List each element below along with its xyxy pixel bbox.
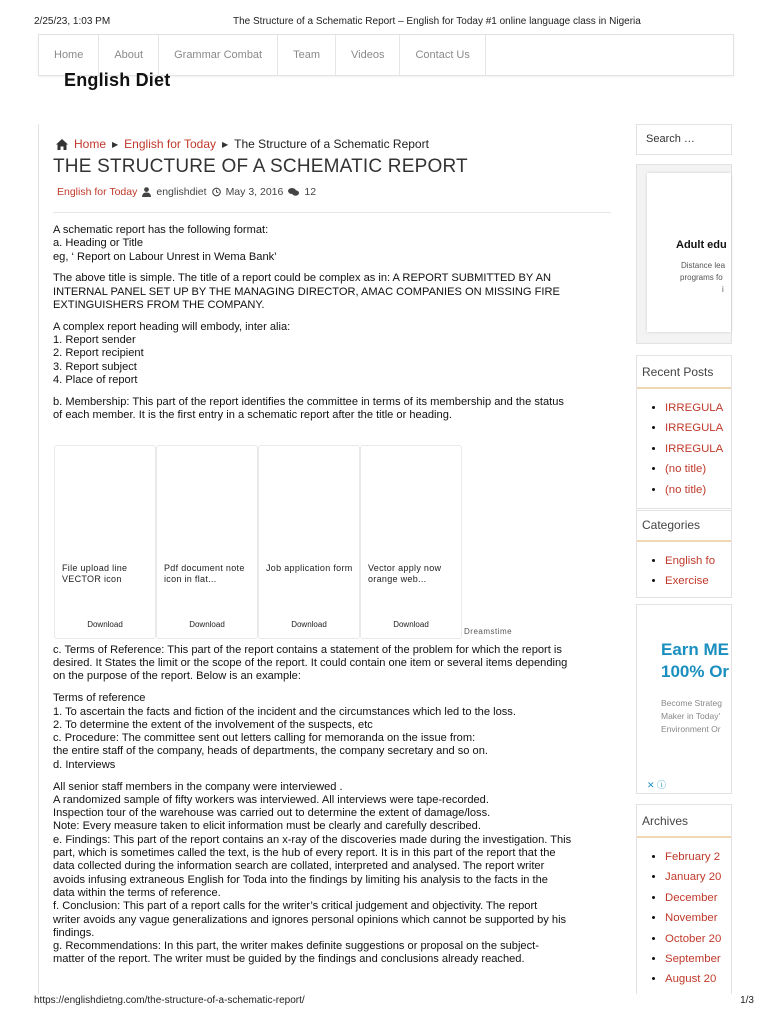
ad-text: Become Strateg Maker in Today' Environment Or: [661, 698, 722, 734]
ad-card-caption: Vector apply now orange web...: [368, 563, 442, 584]
breadcrumb: [56, 137, 429, 151]
list-item[interactable]: • IRREGULA: [665, 418, 723, 438]
list-item[interactable]: • IRREGULA: [665, 398, 723, 418]
stock-image-ad: [54, 445, 460, 638]
print-date: 2/25/23, 1:03 PM: [34, 16, 111, 27]
paragraph: Terms of reference 1. To ascertain the facts and fiction of the incident and the circumstances which led to the loss. 2. To determine the extent of the involvement of the suspects, etc c. Procedure: The committee sent out letters calling for memoranda on the issue from: the entire staff of the company, heads of departments, the company secretary and so on. d. Interviews: [53, 692, 516, 771]
ad-download-button[interactable]: Download: [87, 620, 123, 629]
list-item[interactable]: • November: [665, 908, 721, 928]
article-title: THE STRUCTURE OF A SCHEMATIC REPORT: [53, 156, 468, 177]
list-item[interactable]: • September: [665, 949, 721, 969]
meta-author[interactable]: englishdiet: [156, 186, 207, 198]
ad-card[interactable]: [258, 445, 360, 639]
ad-text: programs fo: [680, 273, 723, 282]
breadcrumb-current: The Structure of a Schematic Report: [234, 137, 429, 151]
breadcrumb-category[interactable]: English for Today: [124, 137, 217, 151]
meta-comments[interactable]: 12: [304, 186, 317, 198]
ad-card[interactable]: [156, 445, 258, 639]
user-icon: [142, 187, 151, 197]
site-title[interactable]: English Diet: [64, 70, 171, 90]
ad-card[interactable]: [54, 445, 156, 639]
sidebar-ad[interactable]: [636, 164, 732, 344]
nav-home[interactable]: Home: [39, 35, 99, 75]
list-item[interactable]: • IRREGULA: [665, 439, 723, 459]
list-item[interactable]: • January 20: [665, 867, 721, 887]
ad-card-caption: File upload line VECTOR icon: [62, 563, 128, 584]
divider: [53, 212, 611, 213]
ad-close-icon[interactable]: ✕ ⓘ: [647, 780, 667, 790]
archives-list: [637, 847, 721, 990]
sidebar-ad[interactable]: [636, 604, 732, 794]
list-item[interactable]: • February 2: [665, 847, 721, 867]
nav-about[interactable]: About: [99, 35, 159, 75]
list-item[interactable]: • English fo: [665, 551, 715, 571]
list-item[interactable]: • Exercise: [665, 571, 715, 591]
list-item[interactable]: • (no title): [665, 459, 723, 479]
caret-right-icon: ▶: [222, 139, 229, 149]
list-item[interactable]: • December: [665, 888, 721, 908]
widget-title: Recent Posts: [637, 356, 731, 389]
paragraph: A schematic report has the following format: a. Heading or Title eg, ‘ Report on Labour Unrest in Wema Bank’: [53, 224, 277, 263]
nav-videos[interactable]: Videos: [336, 35, 400, 75]
paragraph: c. Terms of Reference: This part of the report contains a statement of the problem for which the report is desired. It States the limit or the scope of the report. It could contain one item or several items depending on the purpose of the report. Below is an example:: [53, 643, 568, 683]
nav-grammar-combat[interactable]: Grammar Combat: [159, 35, 278, 75]
paragraph: All senior staff members in the company were interviewed . A randomized sample of fifty workers was interviewed. All interviews were tape-recorded. Inspection tour of the warehouse was carried out to determine the extent of damage/loss. Note: Every measure taken to elicit information must be clearly and carefully described. e. Findings: This part of the report contains an x-ray of the discoveries made during the investigation. This part, which is sometimes called the text, is the hub of every report. It is in this part of the report that the data collected during the information search are collated, interpreted and analysed. The report writer avoids infusing extraneous English for Toda into the findings by limiting his analysis to the facts in the data within the terms of reference. f. Conclusion: This part of a report calls for the writer’s critical judgement and objectivity. The report writer avoids any vague generalizations and ignores personal opinions which cannot be supported by his findings. g. Recommendations: In this part, the writer makes definite suggestions or proposal on the subject- matter of the report. The writer must be guided by the findings and conclusions already reached.: [53, 780, 572, 966]
widget-title: Categories: [637, 509, 731, 542]
categories-list: [637, 551, 715, 592]
ad-download-button[interactable]: Download: [189, 620, 225, 629]
article-meta: [57, 186, 316, 198]
ad-heading: Earn ME 100% Or: [661, 640, 730, 681]
ad-card-caption: Pdf document note icon in flat...: [164, 563, 245, 584]
archives-widget: [636, 804, 732, 994]
nav-team[interactable]: Team: [278, 35, 336, 75]
breadcrumb-home[interactable]: Home: [74, 137, 107, 151]
meta-category[interactable]: English for Today: [57, 186, 138, 198]
caret-right-icon: ▶: [112, 139, 119, 149]
ad-download-button[interactable]: Download: [393, 620, 429, 629]
recent-posts-list: [637, 398, 723, 500]
nav-contact-us[interactable]: Contact Us: [400, 35, 485, 75]
clock-icon: [212, 187, 221, 197]
recent-posts-widget: [636, 355, 732, 511]
print-page-number: 1/3: [740, 995, 754, 1006]
categories-widget: [636, 508, 732, 598]
meta-date: May 3, 2016: [225, 186, 284, 198]
ad-source-label[interactable]: Dreamstime: [464, 627, 513, 636]
list-item[interactable]: • August 20: [665, 969, 721, 989]
main-content: [38, 124, 624, 994]
print-url: https://englishdietng.com/the-structure-of-a-schematic-report/: [34, 995, 305, 1006]
ad-text: Distance lea: [681, 261, 726, 270]
widget-title: Archives: [637, 805, 731, 838]
paragraph: A complex report heading will embody, inter alia: 1. Report sender 2. Report recipient 3. Report subject 4. Place of report: [53, 320, 291, 386]
list-item[interactable]: • (no title): [665, 480, 723, 500]
home-icon: [56, 139, 68, 150]
ad-card-caption: Job application form: [266, 563, 353, 573]
paragraph: The above title is simple. The title of a report could be complex as in: A REPORT SUBMITTED BY AN INTERNAL PANEL SET UP BY THE MANAGING DIRECTOR, AMAC COMPANIES ON MISSING FIRE EXTINGUISHERS FROM THE COMPANY.: [53, 272, 560, 311]
list-item[interactable]: • October 20: [665, 929, 721, 949]
paragraph: b. Membership: This part of the report identifies the committee in terms of its membership and the status of each member. It is the first entry in a schematic report after the title or heading.: [53, 395, 564, 422]
ad-text: i: [722, 285, 724, 294]
comments-icon: [288, 187, 299, 197]
ad-download-button[interactable]: Download: [291, 620, 327, 629]
print-title: The Structure of a Schematic Report – English for Today #1 online language class in Nigeria: [233, 16, 641, 27]
ad-heading: Adult edu: [676, 239, 727, 251]
ad-panel: [647, 173, 731, 332]
search-input[interactable]: Search …: [636, 124, 732, 155]
ad-card[interactable]: [360, 445, 462, 639]
